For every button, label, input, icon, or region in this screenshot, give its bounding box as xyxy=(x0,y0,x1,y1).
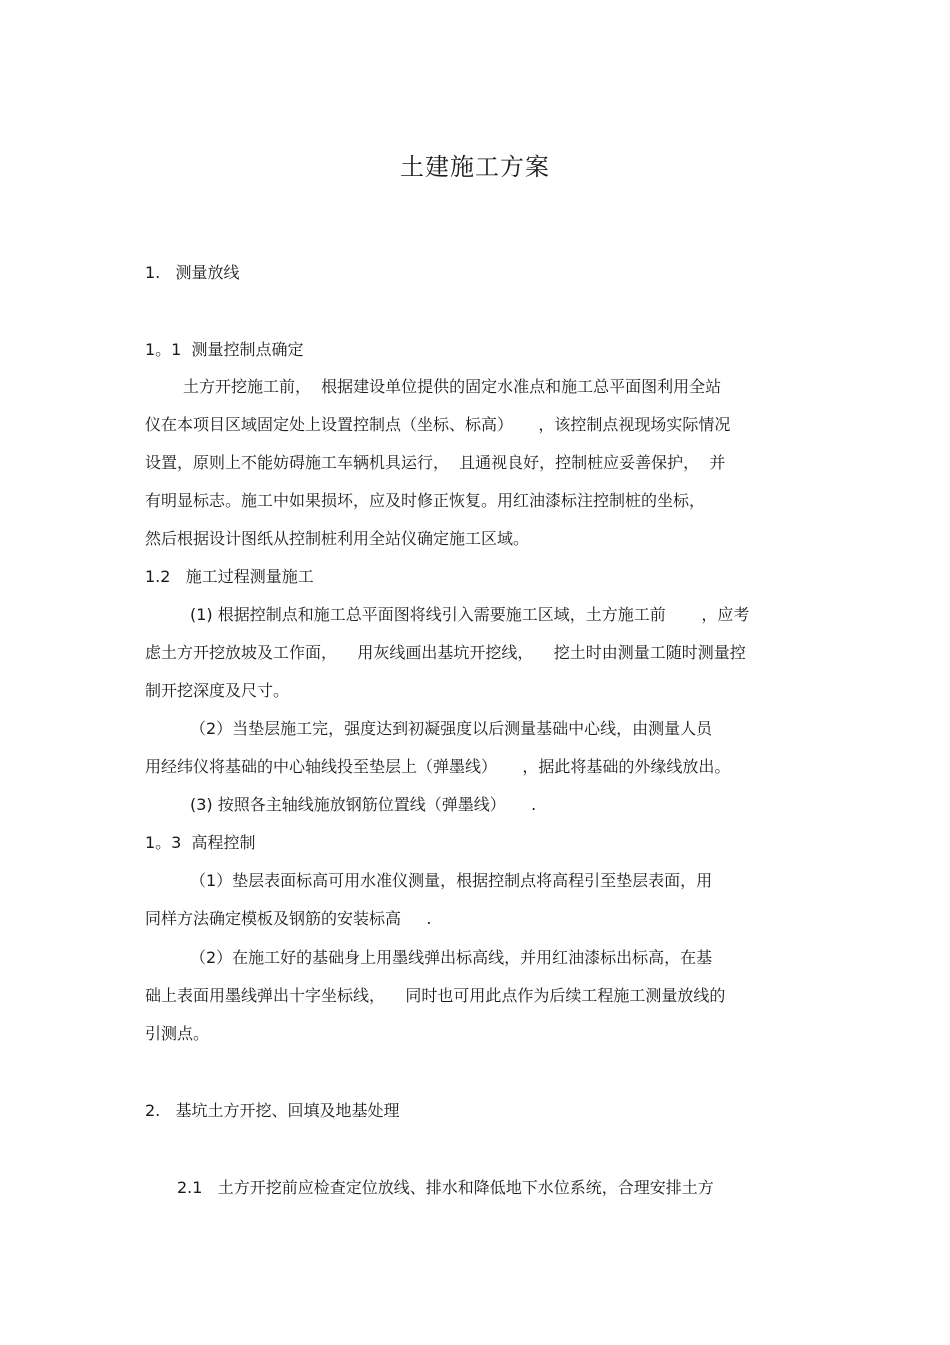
paragraph-line: 有明显标志。施工中如果损坏，应及时修正恢复。用红油漆标注控制桩的坐标， xyxy=(145,491,706,510)
paragraph-line: 制开挖深度及尺寸。 xyxy=(145,681,290,700)
subsection-heading-2-1: 2.1 土方开挖前应检查定位放线、排水和降低地下水位系统，合理安排土方 xyxy=(177,1178,714,1197)
paragraph-line: 土方开挖施工前， 根据建设单位提供的固定水准点和施工总平面图利用全站 xyxy=(183,377,722,396)
section-heading-2: 2. 基坑土方开挖、回填及地基处理 xyxy=(145,1101,400,1120)
paragraph-line: （2）在施工好的基础身上用墨线弹出标高线，并用红油漆标出标高，在基 xyxy=(190,948,713,967)
document-title: 土建施工方案 xyxy=(400,153,550,181)
paragraph-line: 仪在本项目区域固定处上设置控制点（坐标、标高） ，该控制点视现场实际情况 xyxy=(145,415,731,434)
subsection-heading-1-1: 1。1 测量控制点确定 xyxy=(145,340,304,359)
paragraph-line: 设置，原则上不能妨碍施工车辆机具运行， 且通视良好，控制桩应妥善保护， 并 xyxy=(145,453,726,472)
subsection-heading-1-2: 1.2 施工过程测量施工 xyxy=(145,567,314,586)
paragraph-line: 础上表面用墨线弹出十字坐标线， 同时也可用此点作为后续工程施工测量放线的 xyxy=(145,986,726,1005)
paragraph-line: 同样方法确定模板及钢筋的安装标高 . xyxy=(145,909,432,928)
paragraph-line: 用经纬仪将基础的中心轴线投至垫层上（弹墨线） ，据此将基础的外缘线放出。 xyxy=(145,757,731,776)
paragraph-line: (3) 按照各主轴线施放钢筋位置线（弹墨线） . xyxy=(190,795,537,814)
paragraph-line: (1) 根据控制点和施工总平面图将线引入需要施工区域，土方施工前 ，应考 xyxy=(190,605,750,624)
section-heading-1: 1. 测量放线 xyxy=(145,263,240,282)
paragraph-line: （2）当垫层施工完，强度达到初凝强度以后测量基础中心线，由测量人员 xyxy=(190,719,713,738)
paragraph-line: 引测点。 xyxy=(145,1024,210,1043)
paragraph-line: （1）垫层表面标高可用水准仪测量，根据控制点将高程引至垫层表面，用 xyxy=(190,871,713,890)
subsection-heading-1-3: 1。3 高程控制 xyxy=(145,833,256,852)
paragraph-line: 然后根据设计图纸从控制桩利用全站仪确定施工区域。 xyxy=(145,529,530,548)
paragraph-line: 虑土方开挖放坡及工作面， 用灰线画出基坑开挖线， 挖土时由测量工随时测量控 xyxy=(145,643,746,662)
